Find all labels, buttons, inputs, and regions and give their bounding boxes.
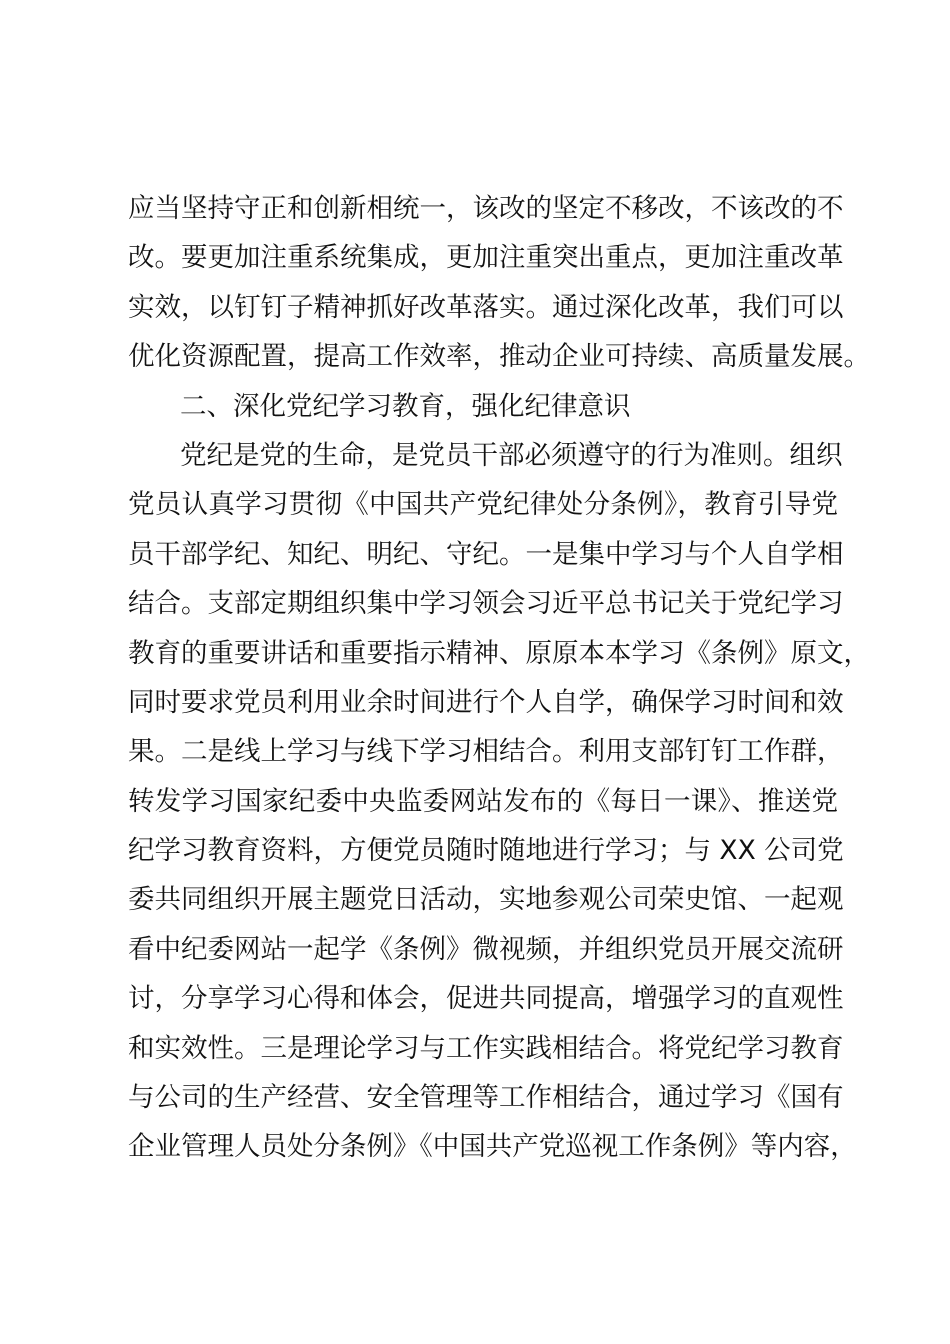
document-body bbox=[128, 184, 870, 1172]
text-line: 转发学习国家纪委中央监委网站发布的《每日一课》、推送党 bbox=[128, 785, 838, 817]
text-line: 教育的重要讲话和重要指示精神、原原本本学习《条例》原文， bbox=[128, 637, 870, 669]
text-line: 应当坚持守正和创新相统一，该改的坚定不移改，不该改的不 bbox=[128, 193, 844, 224]
text-line: 结合。支部定期组织集中学习领会习近平总书记关于党纪学习 bbox=[128, 588, 844, 620]
text-line: 讨，分享学习心得和体会，促进共同提高，增强学习的直观性 bbox=[128, 983, 844, 1015]
text-line: 果。二是线上学习与线下学习相结合。利用支部钉钉工作群， bbox=[128, 736, 844, 768]
section-heading: 二、深化党纪学习教育，强化纪律意识 bbox=[180, 390, 631, 422]
text-line: 改。要更加注重系统集成，更加注重突出重点，更加注重改革 bbox=[128, 242, 844, 274]
text-line: 和实效性。三是理论学习与工作实践相结合。将党纪学习教育 bbox=[128, 1032, 844, 1064]
text-line: 员干部学纪、知纪、明纪、守纪。一是集中学习与个人自学相 bbox=[128, 538, 844, 570]
text-line: 党纪是党的生命，是党员干部必须遵守的行为准则。组织 bbox=[180, 439, 843, 471]
text-line: 看中纪委网站一起学《条例》微视频，并组织党员开展交流研 bbox=[128, 933, 844, 965]
text-line: 委共同组织开展主题党日活动，实地参观公司荣史馆、一起观 bbox=[128, 884, 844, 916]
text-line: 纪学习教育资料，方便党员随时随地进行学习；与 XX 公司党 bbox=[128, 835, 844, 867]
text-line: 优化资源配置，提高工作效率，推动企业可持续、高质量发展。 bbox=[128, 341, 870, 373]
text-line: 党员认真学习贯彻《中国共产党纪律处分条例》，教育引导党 bbox=[128, 489, 838, 521]
text-line: 企业管理人员处分条例》《中国共产党巡视工作条例》等内容， bbox=[128, 1131, 857, 1163]
text-line: 同时要求党员利用业余时间进行个人自学，确保学习时间和效 bbox=[128, 686, 844, 718]
text-line: 实效，以钉钉子精神抓好改革落实。通过深化改革，我们可以 bbox=[128, 291, 844, 323]
text-line: 与公司的生产经营、安全管理等工作相结合，通过学习《国有 bbox=[128, 1082, 844, 1114]
